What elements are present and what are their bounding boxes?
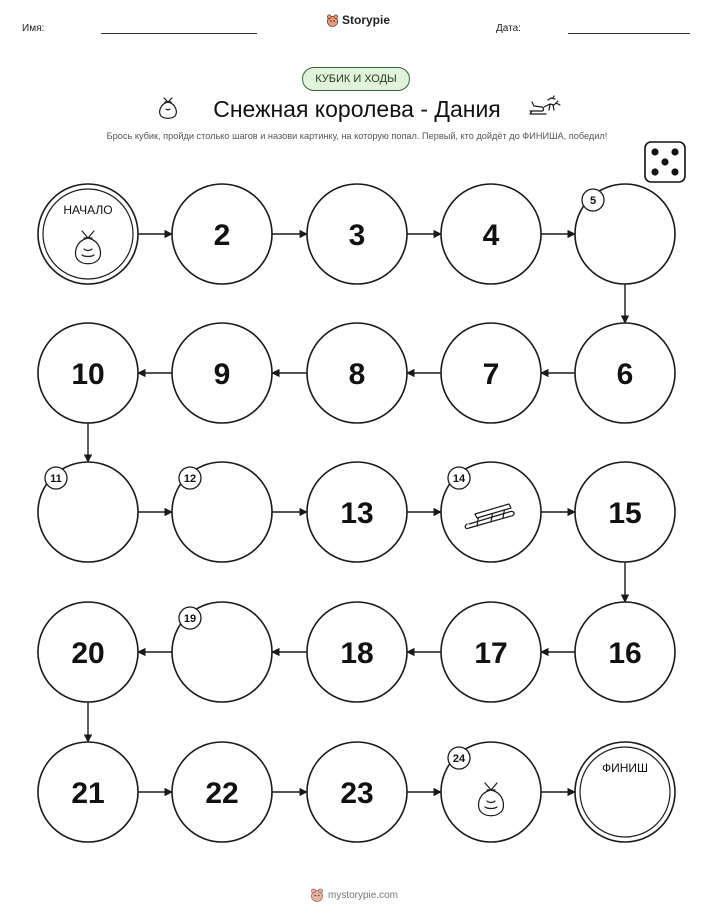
board-cell-15[interactable]	[575, 462, 675, 562]
cell-number: 18	[340, 637, 374, 670]
cell-number: 17	[474, 637, 508, 670]
board-cell-19[interactable]	[172, 602, 272, 702]
cell-number: 7	[482, 358, 500, 391]
board-cell-13[interactable]	[307, 462, 407, 562]
cell-badge-number: 19	[183, 613, 197, 625]
cell-circle	[38, 184, 138, 284]
board-cell-10[interactable]	[38, 323, 138, 423]
cell-number: 10	[71, 358, 105, 391]
board-cell-7[interactable]	[441, 323, 541, 423]
start-label: НАЧАЛО	[63, 203, 113, 217]
finish-label: ФИНИШ	[601, 761, 649, 775]
cell-badge-number: 5	[589, 195, 597, 207]
footer	[310, 888, 398, 902]
board-cell-4[interactable]	[441, 184, 541, 284]
cell-badge-number: 12	[183, 473, 197, 485]
board-layer	[38, 184, 675, 842]
page-title: Снежная королева - Дания	[213, 96, 501, 122]
cell-number: 9	[213, 358, 231, 391]
cell-badge-number: 24	[452, 753, 466, 765]
name-label: Имя:	[22, 23, 45, 34]
board-cell-12[interactable]	[172, 462, 272, 562]
footer-url[interactable]: mystorypie.com	[328, 889, 399, 901]
instructions: Брось кубик, пройди столько шагов и назови картинку, на которую попал. Первый, кто дойдёт до ФИНИША, победил!	[106, 131, 608, 141]
board-cell-9[interactable]	[172, 323, 272, 423]
cell-number: 22	[205, 777, 239, 810]
board-cell-11[interactable]	[38, 462, 138, 562]
board-cell-5[interactable]	[575, 184, 675, 284]
storypie-logo-icon	[310, 888, 324, 902]
board-cell-22[interactable]	[172, 742, 272, 842]
cell-badge-number: 14	[452, 473, 466, 485]
game-type-badge: КУБИК И ХОДЫ	[302, 67, 410, 91]
brand-name: Storypie	[342, 13, 391, 27]
cell-number: 16	[608, 637, 642, 670]
board-cell-18[interactable]	[307, 602, 407, 702]
board-cell-24[interactable]	[441, 742, 541, 842]
board-cell-1[interactable]	[38, 184, 138, 284]
board-cell-17[interactable]	[441, 602, 541, 702]
cell-number: 8	[348, 358, 366, 391]
board-cell-6[interactable]	[575, 323, 675, 423]
cell-number: 4	[482, 219, 500, 252]
cell-badge-number: 11	[50, 473, 62, 485]
cell-number: 15	[608, 497, 642, 530]
board-cell-14[interactable]	[441, 462, 541, 562]
board-cell-8[interactable]	[307, 323, 407, 423]
cell-number: 21	[71, 777, 105, 810]
cell-number: 6	[616, 358, 634, 391]
board-cell-16[interactable]	[575, 602, 675, 702]
board-cell-23[interactable]	[307, 742, 407, 842]
cell-number: 2	[213, 219, 231, 252]
cell-number: 13	[340, 497, 374, 530]
cell-circle	[575, 742, 675, 842]
board-cell-3[interactable]	[307, 184, 407, 284]
cell-number: 23	[340, 777, 374, 810]
date-label: Дата:	[496, 23, 521, 34]
board-cell-20[interactable]	[38, 602, 138, 702]
cell-number: 20	[71, 637, 105, 670]
board-cell-21[interactable]	[38, 742, 138, 842]
board-cell-2[interactable]	[172, 184, 272, 284]
cell-number: 3	[348, 219, 366, 252]
board-cell-25[interactable]	[575, 742, 675, 842]
